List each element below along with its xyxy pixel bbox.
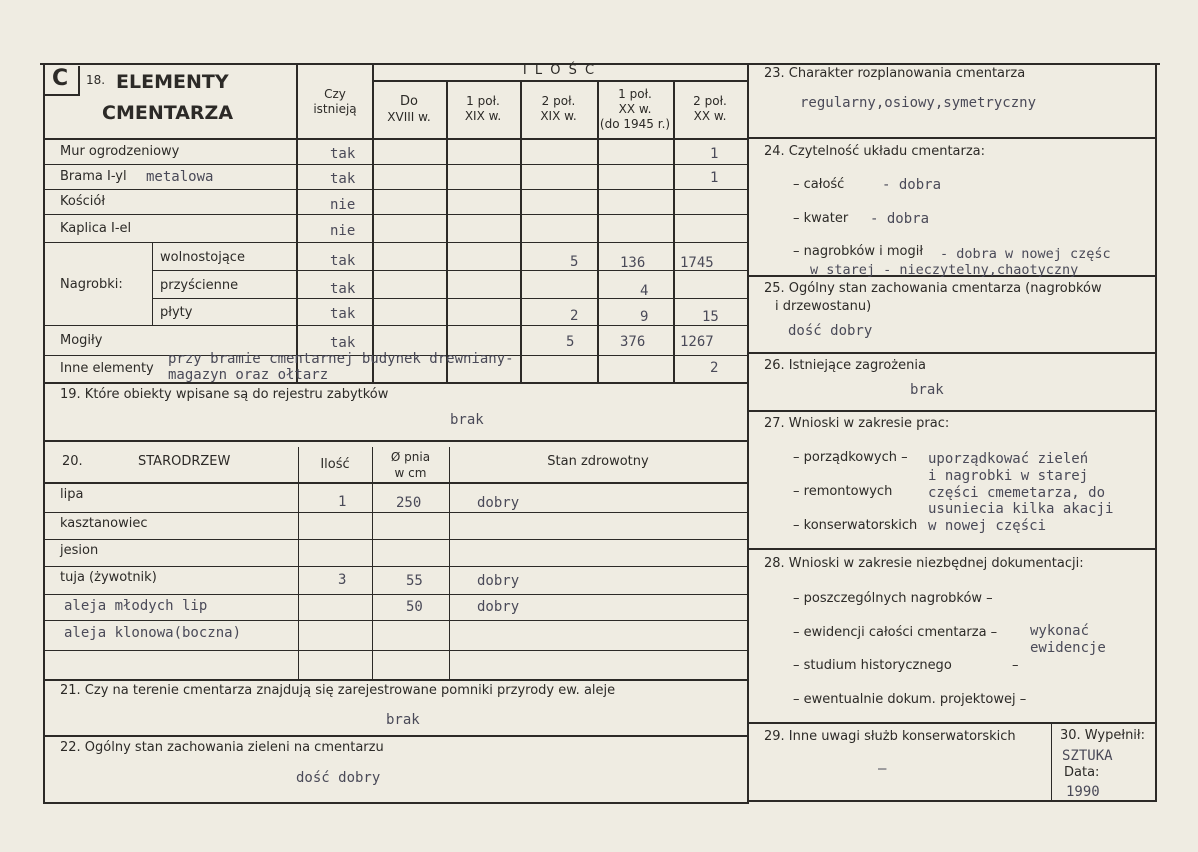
- s24-kwater: – kwater: [793, 211, 849, 226]
- s30-date-value: 1990: [1066, 784, 1100, 800]
- col-c4-header-3: (do 1945 r.): [599, 117, 671, 131]
- row-label-mogily: Mogiły: [60, 333, 103, 348]
- row-line: [43, 650, 749, 651]
- s30-filled-by: SZTUKA: [1062, 748, 1113, 764]
- s25-label-1: 25. Ogólny stan zachowania cmentarza (nagrobków: [764, 281, 1102, 296]
- s27-bottom-line: [747, 548, 1157, 550]
- s18-title-line1: ELEMENTY: [116, 71, 229, 93]
- s24-calosc-value: - dobra: [882, 177, 942, 193]
- s24-nagrobkow-value-1: - dobra w nowej częśc: [940, 246, 1111, 262]
- row-kaplica-czy: nie: [330, 223, 356, 239]
- s24-nagrobkow: – nagrobków i mogił: [793, 244, 924, 259]
- s27-porzadkowych: – porządkowych –: [793, 450, 908, 465]
- s27-label: 27. Wnioski w zakresie prac:: [764, 416, 950, 431]
- s22-label: 22. Ogólny stan zachowania zieleni na cmentarzu: [60, 740, 384, 755]
- s24-calosc: – całość: [793, 177, 845, 192]
- s28-label: 28. Wnioski w zakresie niezbędnej dokumentacji:: [764, 556, 1084, 571]
- s28-item-ewidencji: – ewidencji całości cmentarza –: [793, 625, 998, 640]
- row-label-wolnostojace: wolnostojące: [160, 250, 245, 265]
- row-line: [43, 164, 749, 165]
- row-mogily-c3: 5: [566, 334, 575, 350]
- s28-item-nagrobkow: – poszczególnych nagrobków –: [793, 591, 993, 606]
- row-mogily-c5: 1267: [680, 334, 714, 350]
- tree-name: kasztanowiec: [60, 516, 148, 531]
- section-c-letter: C: [52, 66, 69, 91]
- s21-value: brak: [386, 712, 420, 728]
- bottom-border-left: [43, 802, 749, 804]
- s21-bottom-line: [43, 735, 749, 737]
- s26-label: 26. Istniejące zagrożenia: [764, 358, 926, 373]
- row-line: [152, 270, 747, 271]
- s27-value-1: uporządkować zieleń: [928, 451, 1089, 467]
- s25-label-2: i drzewostanu): [775, 299, 872, 314]
- left-border: [43, 63, 45, 803]
- header-bottom-line: [43, 138, 749, 140]
- row-label-nagrobki: Nagrobki:: [60, 277, 123, 292]
- s19-label: 19. Które obiekty wpisane są do rejestru zabytków: [60, 387, 389, 402]
- s27-remontowych: – remontowych: [793, 484, 893, 499]
- s18-title-line2: CMENTARZA: [102, 102, 234, 124]
- s18-bottom-line: [43, 382, 749, 384]
- row-line: [43, 620, 749, 621]
- s20-col-stan: [449, 447, 450, 679]
- col-c4-header-1: 1 poł.: [618, 87, 652, 101]
- s28-item-studium: – studium historycznego: [793, 658, 952, 673]
- row-wolno-czy: tak: [330, 253, 356, 269]
- row-line: [152, 298, 747, 299]
- s25-bottom-line: [747, 352, 1157, 354]
- row-line: [43, 512, 749, 513]
- s20-ilosc-header: Ilość: [320, 457, 350, 472]
- row-line: [43, 539, 749, 540]
- tree-stan: dobry: [477, 573, 520, 589]
- row-mogily-c4: 376: [620, 334, 646, 350]
- s27-value-3: części cmemetarza, do: [928, 485, 1106, 501]
- row-label-plyty: płyty: [160, 305, 193, 320]
- s27-value-5: w nowej części: [928, 518, 1047, 534]
- s28-bottom-line: [747, 722, 1157, 724]
- col-c4-header-2: XX w.: [618, 102, 652, 116]
- col-c5-header-2: XX w.: [693, 109, 727, 123]
- row-kosciol-czy: nie: [330, 197, 356, 213]
- s21-label: 21. Czy na terenie cmentarza znajdują się zarejestrowane pomniki przyrody ew. aleje: [60, 683, 616, 698]
- col-c3-header-2: XIX w.: [540, 109, 577, 123]
- s28-item-studium-dash: –: [1012, 658, 1019, 673]
- row-plyty-c4: 9: [640, 309, 649, 325]
- s20-col-ilosc: [298, 447, 299, 679]
- row-label-kosciol: Kościół: [60, 194, 106, 209]
- col-c1-header-2: XVIII w.: [387, 110, 431, 124]
- s20-col-pnia: [372, 447, 373, 679]
- row-label-brama: Brama I-yl: [60, 169, 127, 184]
- s28-item-projektowej: – ewentualnie dokum. projektowej –: [793, 692, 1027, 707]
- row-wolno-c4: 136: [620, 255, 646, 271]
- col-czy-header-2: istnieją: [313, 102, 357, 116]
- tree-pnia: 50: [406, 599, 423, 615]
- row-plyty-c3: 2: [570, 308, 579, 324]
- row-mogily-czy: tak: [330, 335, 356, 351]
- row-line: [43, 242, 749, 243]
- row-mur-czy: tak: [330, 146, 356, 162]
- ilosc-header: I L O Ś C: [522, 63, 597, 78]
- s30-label: 30. Wypełnił:: [1060, 728, 1145, 743]
- s23-value: regularny,osiowy,symetryczny: [800, 95, 1037, 111]
- row-wolno-c3: 5: [570, 254, 579, 270]
- row-inne-typed-1: przy bramie cmentarnej budynek drewniany-: [168, 351, 514, 367]
- row-line: [43, 189, 749, 190]
- row-line: [43, 566, 749, 567]
- tree-name: aleja klonowa(boczna): [64, 625, 242, 641]
- col-c2-header-1: 1 poł.: [466, 94, 500, 108]
- s28-ewidencji-value-1: wykonać: [1030, 623, 1090, 639]
- row-wolno-c5: 1745: [680, 255, 714, 271]
- middle-border: [747, 63, 749, 803]
- tree-name: aleja młodych lip: [64, 598, 208, 614]
- s26-bottom-line: [747, 410, 1157, 412]
- tree-pnia: 250: [396, 495, 422, 511]
- s20-bottom-line: [43, 679, 749, 681]
- s28-ewidencji-value-2: ewidencje: [1030, 640, 1106, 656]
- s25-value: dość dobry: [788, 323, 873, 339]
- col-c5-header-1: 2 poł.: [693, 94, 727, 108]
- tree-ilosc: 1: [338, 494, 347, 510]
- s27-value-4: usuniecia kilka akacji: [928, 501, 1114, 517]
- tree-pnia: 55: [406, 573, 423, 589]
- col-c1-header-1: Do: [400, 94, 418, 109]
- s27-value-2: i nagrobki w starej: [928, 468, 1089, 484]
- row-plyty-c5: 15: [702, 309, 719, 325]
- tree-name: jesion: [60, 543, 99, 558]
- col-c2-header-2: XIX w.: [464, 109, 502, 123]
- col-czy-header-1: Czy: [324, 87, 346, 101]
- s20-pnia-header-1: Ø pnia: [390, 450, 431, 464]
- s19-bottom-line: [43, 440, 749, 442]
- row-przysc-c4: 4: [640, 283, 649, 299]
- s23-bottom-line: [747, 137, 1157, 139]
- s26-value: brak: [910, 382, 944, 398]
- row-inne-c5: 2: [710, 360, 719, 376]
- s29-value: –: [878, 761, 887, 777]
- row-inne-typed-2: magazyn oraz ołtarz: [168, 367, 329, 383]
- s20-pnia-header-2: w cm: [394, 466, 427, 480]
- col-line-c3: [520, 80, 522, 383]
- s20-stan-header: Stan zdrowotny: [547, 454, 649, 469]
- s23-label: 23. Charakter rozplanowania cmentarza: [764, 66, 1026, 81]
- s19-value: brak: [450, 412, 484, 428]
- row-brama-c5: 1: [710, 170, 719, 186]
- row-label-mur: Mur ogrodzeniowy: [60, 144, 180, 159]
- row-brama-typed: metalowa: [146, 169, 214, 185]
- s20-header-bottom: [43, 482, 749, 484]
- tree-name: tuja (żywotnik): [60, 570, 157, 585]
- s29-label: 29. Inne uwagi służb konserwatorskich: [764, 729, 1016, 744]
- tree-ilosc: 3: [338, 572, 347, 588]
- s20-title: STARODRZEW: [138, 454, 231, 469]
- tree-stan: dobry: [477, 495, 520, 511]
- s18-number: 18.: [86, 73, 106, 87]
- ilosc-underline: [372, 80, 747, 82]
- row-mur-c5: 1: [710, 146, 719, 162]
- row-plyty-czy: tak: [330, 306, 356, 322]
- col-c3-header-1: 2 poł.: [541, 94, 576, 108]
- s22-value: dość dobry: [296, 770, 381, 786]
- s20-number: 20.: [62, 454, 83, 469]
- s30-date-label: Data:: [1064, 765, 1100, 780]
- s24-nagrobkow-value-2: w starej - nieczytelny,chaotyczny: [810, 262, 1079, 278]
- nagrobki-divider: [152, 243, 153, 325]
- tree-name: lipa: [60, 487, 84, 502]
- s24-label: 24. Czytelność układu cmentarza:: [764, 144, 986, 159]
- right-border: [1155, 63, 1157, 801]
- row-label-kaplica: Kaplica I-el: [60, 221, 132, 236]
- tree-stan: dobry: [477, 599, 520, 615]
- s30-divider: [1051, 722, 1052, 802]
- col-line-c2: [446, 80, 448, 383]
- s27-konserwatorskich: – konserwatorskich: [793, 518, 918, 533]
- row-line: [43, 214, 749, 215]
- s24-kwater-value: - dobra: [870, 211, 930, 227]
- row-brama-czy: tak: [330, 171, 356, 187]
- row-label-inne: Inne elementy: [60, 361, 154, 376]
- row-line: [43, 594, 749, 595]
- row-label-przyscienne: przyścienne: [160, 278, 239, 293]
- col-line-c5: [673, 80, 675, 383]
- row-przysc-czy: tak: [330, 281, 356, 297]
